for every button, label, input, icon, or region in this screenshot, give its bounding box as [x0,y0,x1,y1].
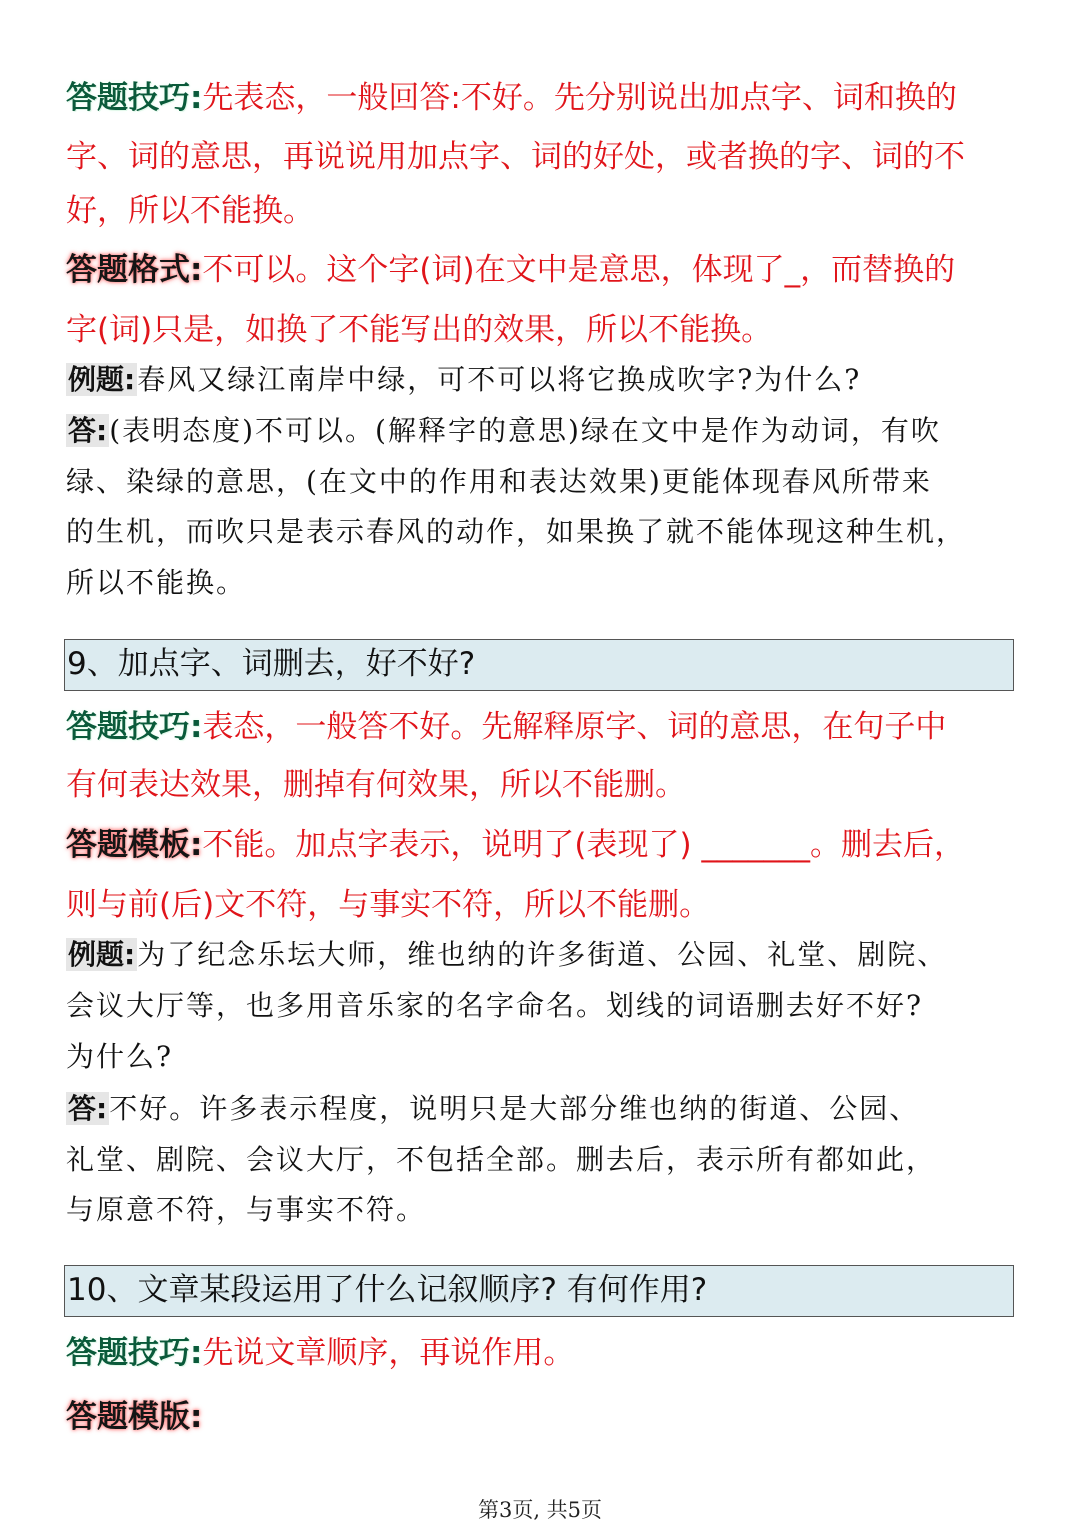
q9-answer-line-2: 礼堂、剧院、会议大厅，不包括全部。删去后，表示所有都如此， [66,1143,937,1176]
q10-title-box [64,1265,1014,1317]
template-label: 答题模板: [66,827,203,863]
example-text: 为了纪念乐坛大师，维也纳的许多街道、公园、礼堂、剧院、 [137,938,948,971]
q9-example-line-2: 会议大厅等，也多用音乐家的名字命名。划线的词语删去好不好? [66,989,924,1022]
s8-answer-line-4: 所以不能换。 [66,566,247,599]
answer-text: 不好。许多表示程度，说明只是大部分维也纳的街道、公园、 [109,1092,920,1125]
s8-example-line-1 [66,358,1026,398]
answer-text: (表明态度)不可以。(解释字的意思)绿在文中是作为动词，有吹 [109,414,941,447]
s8-answer-line-2: 绿、染绿的意思，(在文中的作用和表达效果)更能体现春风所带来 [66,465,932,498]
q9-title-box [64,639,1014,691]
s8-tip-line-3: 好，所以不能换。 [66,193,314,229]
q9-template-line-2: 则与前(后)文不符，与事实不符，所以不能删。 [66,887,711,923]
q9-tip-line-1 [66,701,1026,746]
tip-text: 表态，一般答不好。先解释原字、词的意思，在句子中 [202,709,947,745]
q9-example-line-3: 为什么? [66,1040,174,1073]
answer-label: 答: [68,1092,108,1125]
page-footer: 第3页, 共5页 [477,1498,603,1522]
q10-tip-line [66,1327,1026,1372]
answer-label: 答: [68,414,108,447]
tip-label: 答题技巧: [66,709,203,745]
tip-text: 先说文章顺序，再说作用。 [202,1335,575,1371]
format-text: 不可以。这个字(词)在文中是意思，体现了_，而替换的 [202,252,956,288]
s8-tip-line-2: 字、词的意思，再说说用加点字、词的好处，或者换的字、词的不 [66,139,965,175]
tip-label: 答题技巧: [66,1335,203,1371]
q9-answer-line-3: 与原意不符，与事实不符。 [66,1193,427,1226]
q9-example-line-1 [66,933,1026,973]
template-text: 不能。加点字表示，说明了(表现了) _______。删去后， [202,827,965,863]
example-label: 例题: [68,363,136,396]
s8-format-line-2: 字(词)只是，如换了不能写出的效果，所以不能换。 [66,312,773,348]
s8-answer-line-3: 的生机，而吹只是表示春风的动作，如果换了就不能体现这种生机， [66,515,967,548]
tip-text: 先表态，一般回答:不好。先分别说出加点字、词和换的 [202,80,957,116]
format-label: 答题格式: [66,252,203,288]
example-text: 春风又绿江南岸中绿，可不可以将它换成吹字?为什么? [137,363,862,396]
q9-tip-line-2: 有何表达效果，删掉有何效果，所以不能删。 [66,767,686,803]
q9-template-line-1 [66,819,1026,864]
q9-answer-line-1 [66,1087,1026,1127]
s8-answer-line-1 [66,409,1026,449]
s8-format-line-1 [66,244,1026,289]
s8-tip-line-1 [66,72,1026,117]
tip-label: 答题技巧: [66,80,203,116]
q9-title: 9、加点字、词删去，好不好? [67,646,476,682]
example-label: 例题: [68,938,136,971]
template-label: 答题模版: [66,1399,203,1435]
q10-template-line [66,1391,1026,1436]
q10-title: 10、文章某段运用了什么记叙顺序? 有何作用? [67,1272,708,1308]
